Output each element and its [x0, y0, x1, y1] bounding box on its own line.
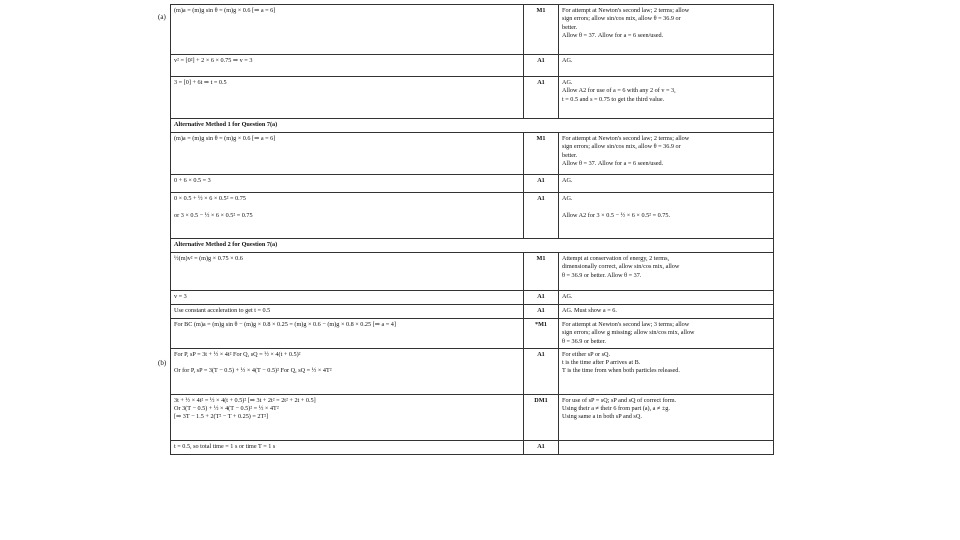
guidance-cell — [559, 348, 774, 394]
alternative-method-row — [171, 239, 774, 253]
guidance-line: For use of sP = sQ; sP and sQ of correct form. — [562, 396, 677, 404]
guidance-line: AG. — [562, 177, 573, 184]
mark-scheme-table — [170, 4, 774, 455]
guidance-line: t = 0.5 and s = 0.75 to get the third value. — [562, 95, 665, 103]
alternative-method-heading: Alternative Method 2 for Question 7(a) — [171, 239, 774, 253]
working-cell — [171, 55, 524, 77]
working-line: v = 3 — [174, 293, 187, 300]
table-row — [171, 193, 774, 239]
guidance-cell — [559, 394, 774, 440]
working-cell — [171, 348, 524, 394]
guidance-cell — [559, 291, 774, 305]
table-row — [171, 291, 774, 305]
table-row — [171, 305, 774, 319]
table-row — [171, 77, 774, 119]
guidance-line: dimensionally correct, allow sin/cos mix, allow — [562, 263, 680, 271]
guidance-line: Allow θ = 37. Allow for a = 6 seen/used. — [562, 159, 664, 167]
guidance-cell — [559, 5, 774, 55]
mark-cell: A1 — [524, 77, 559, 119]
mark-cell: A1 — [524, 305, 559, 319]
working-line: 0 × 0.5 + ½ × 6 × 0.5² = 0.75 — [174, 195, 246, 202]
guidance-line: AG. — [562, 57, 573, 64]
guidance-line: For attempt at Newton's second law; 2 terms; allow — [562, 135, 690, 142]
working-line: or 3 × 0.5 − ½ × 6 × 0.5² = 0.75 — [174, 211, 253, 219]
working-line: Or for P, sP = 3(T − 0.5) + ½ × 4(T − 0.5)² For Q, sQ = ½ × 4T² — [174, 367, 332, 375]
working-cell — [171, 305, 524, 319]
guidance-cell — [559, 77, 774, 119]
guidance-line: sign errors; allow g missing; allow sin/cos mix, allow — [562, 329, 695, 337]
working-line: For P, sP = 3t + ½ × 4t² For Q, sQ = ½ × 4(t + 0.5)² — [174, 350, 301, 358]
guidance-line: For attempt at Newton's second law; 2 terms; allow — [562, 7, 690, 14]
mark-cell: A1 — [524, 175, 559, 193]
mark-cell: DM1 — [524, 394, 559, 440]
table-row — [171, 5, 774, 55]
working-line: v² = [0²] + 2 × 6 × 0.75 ⇒ v = 3 — [174, 57, 253, 64]
working-cell — [171, 394, 524, 440]
guidance-cell — [559, 253, 774, 291]
mark-cell: A1 — [524, 440, 559, 454]
mark-scheme-page — [158, 4, 770, 455]
working-line: [⇒ 3T − 1.5 + 2(T² − T + 0.25) = 2T²] — [174, 413, 269, 421]
mark-cell: A1 — [524, 55, 559, 77]
guidance-cell — [559, 175, 774, 193]
guidance-cell — [559, 133, 774, 175]
guidance-line: Using their a ≠ their 6 from part (a), a ≠ ±g. — [562, 405, 670, 413]
working-line: 3 = [0] + 6t ⇒ t = 0.5 — [174, 79, 227, 86]
guidance-line: AG. — [562, 79, 573, 86]
working-cell — [171, 193, 524, 239]
guidance-line: sign errors; allow sin/cos mix, allow θ = 36.9 or — [562, 15, 681, 23]
working-cell — [171, 440, 524, 454]
guidance-cell — [559, 440, 774, 454]
working-cell — [171, 175, 524, 193]
guidance-line: θ = 36.9 or better. — [562, 337, 606, 345]
table-row — [171, 348, 774, 394]
guidance-line: Allow θ = 37. Allow for a = 6 seen/used. — [562, 31, 664, 39]
guidance-cell — [559, 193, 774, 239]
guidance-line: Allow A2 for use of a = 6 with any 2 of v = 3, — [562, 87, 676, 95]
mark-cell: *M1 — [524, 319, 559, 349]
mark-cell: A1 — [524, 193, 559, 239]
guidance-line: For either sP or sQ. — [562, 350, 611, 358]
working-line: (m)a = (m)g sin θ = (m)g × 0.6 [⇒ a = 6] — [174, 7, 276, 14]
guidance-line: better. — [562, 23, 578, 31]
alternative-method-heading: Alternative Method 1 for Question 7(a) — [171, 119, 774, 133]
working-line: (m)a = (m)g sin θ = (m)g × 0.6 [⇒ a = 6] — [174, 135, 276, 142]
guidance-line: θ = 36.9 or better. Allow θ = 37. — [562, 271, 642, 279]
guidance-line — [562, 203, 770, 211]
table-row — [171, 55, 774, 77]
guidance-line — [562, 443, 770, 451]
working-line: For BC (m)a = (m)g sin θ − (m)g × 0.8 × 0.25 = (m)g × 0.6 − (m)g × 0.8 × 0.25 [⇒ a = 4] — [174, 321, 396, 328]
table-row — [171, 394, 774, 440]
working-line — [174, 359, 520, 367]
guidance-line: Attempt at conservation of energy, 2 terms, — [562, 255, 670, 262]
working-line: 0 + 6 × 0.5 = 3 — [174, 177, 211, 184]
table-row — [171, 175, 774, 193]
working-line: 3t + ½ × 4t² = ½ × 4(t + 0.5)² [⇒ 3t + 2t² = 2t² + 2t + 0.5] — [174, 396, 316, 404]
guidance-line: sign errors; allow sin/cos mix, allow θ = 36.9 or — [562, 143, 681, 151]
mark-cell: M1 — [524, 133, 559, 175]
guidance-line: T is the time from when both particles released. — [562, 367, 680, 375]
mark-cell: A1 — [524, 348, 559, 394]
guidance-line: Using same a in both sP and sQ. — [562, 413, 642, 421]
table-row — [171, 319, 774, 349]
working-cell — [171, 77, 524, 119]
guidance-cell — [559, 305, 774, 319]
working-cell — [171, 253, 524, 291]
working-line — [174, 203, 520, 211]
table-row — [171, 253, 774, 291]
guidance-line: For attempt at Newton's second law; 3 terms; allow — [562, 321, 690, 328]
table-row — [171, 440, 774, 454]
part-b-label: (b) — [158, 359, 167, 367]
guidance-line: AG. Must show a = 6. — [562, 307, 617, 314]
working-cell — [171, 133, 524, 175]
working-line: Or 3(T − 0.5) + ½ × 4(T − 0.5)² = ½ × 4T² — [174, 405, 279, 413]
mark-cell: A1 — [524, 291, 559, 305]
guidance-line: Allow A2 for 3 × 0.5 − ½ × 6 × 0.5² = 0.75. — [562, 211, 670, 219]
alternative-method-row — [171, 119, 774, 133]
guidance-cell — [559, 319, 774, 349]
guidance-line: better. — [562, 151, 578, 159]
mark-cell: M1 — [524, 5, 559, 55]
guidance-line: t is the time after P arrives at B. — [562, 359, 641, 367]
part-a-label: (a) — [158, 13, 166, 21]
working-line: t = 0.5, so total time = 1 s or time T = 1 s — [174, 442, 276, 450]
guidance-line: AG. — [562, 195, 573, 202]
working-line: Use constant acceleration to get t = 0.5 — [174, 307, 271, 314]
guidance-cell — [559, 55, 774, 77]
working-line: ½(m)v² = (m)g × 0.75 × 0.6 — [174, 255, 243, 262]
working-cell — [171, 291, 524, 305]
guidance-line: AG. — [562, 293, 573, 300]
working-cell — [171, 319, 524, 349]
working-cell — [171, 5, 524, 55]
mark-cell: M1 — [524, 253, 559, 291]
table-row — [171, 133, 774, 175]
